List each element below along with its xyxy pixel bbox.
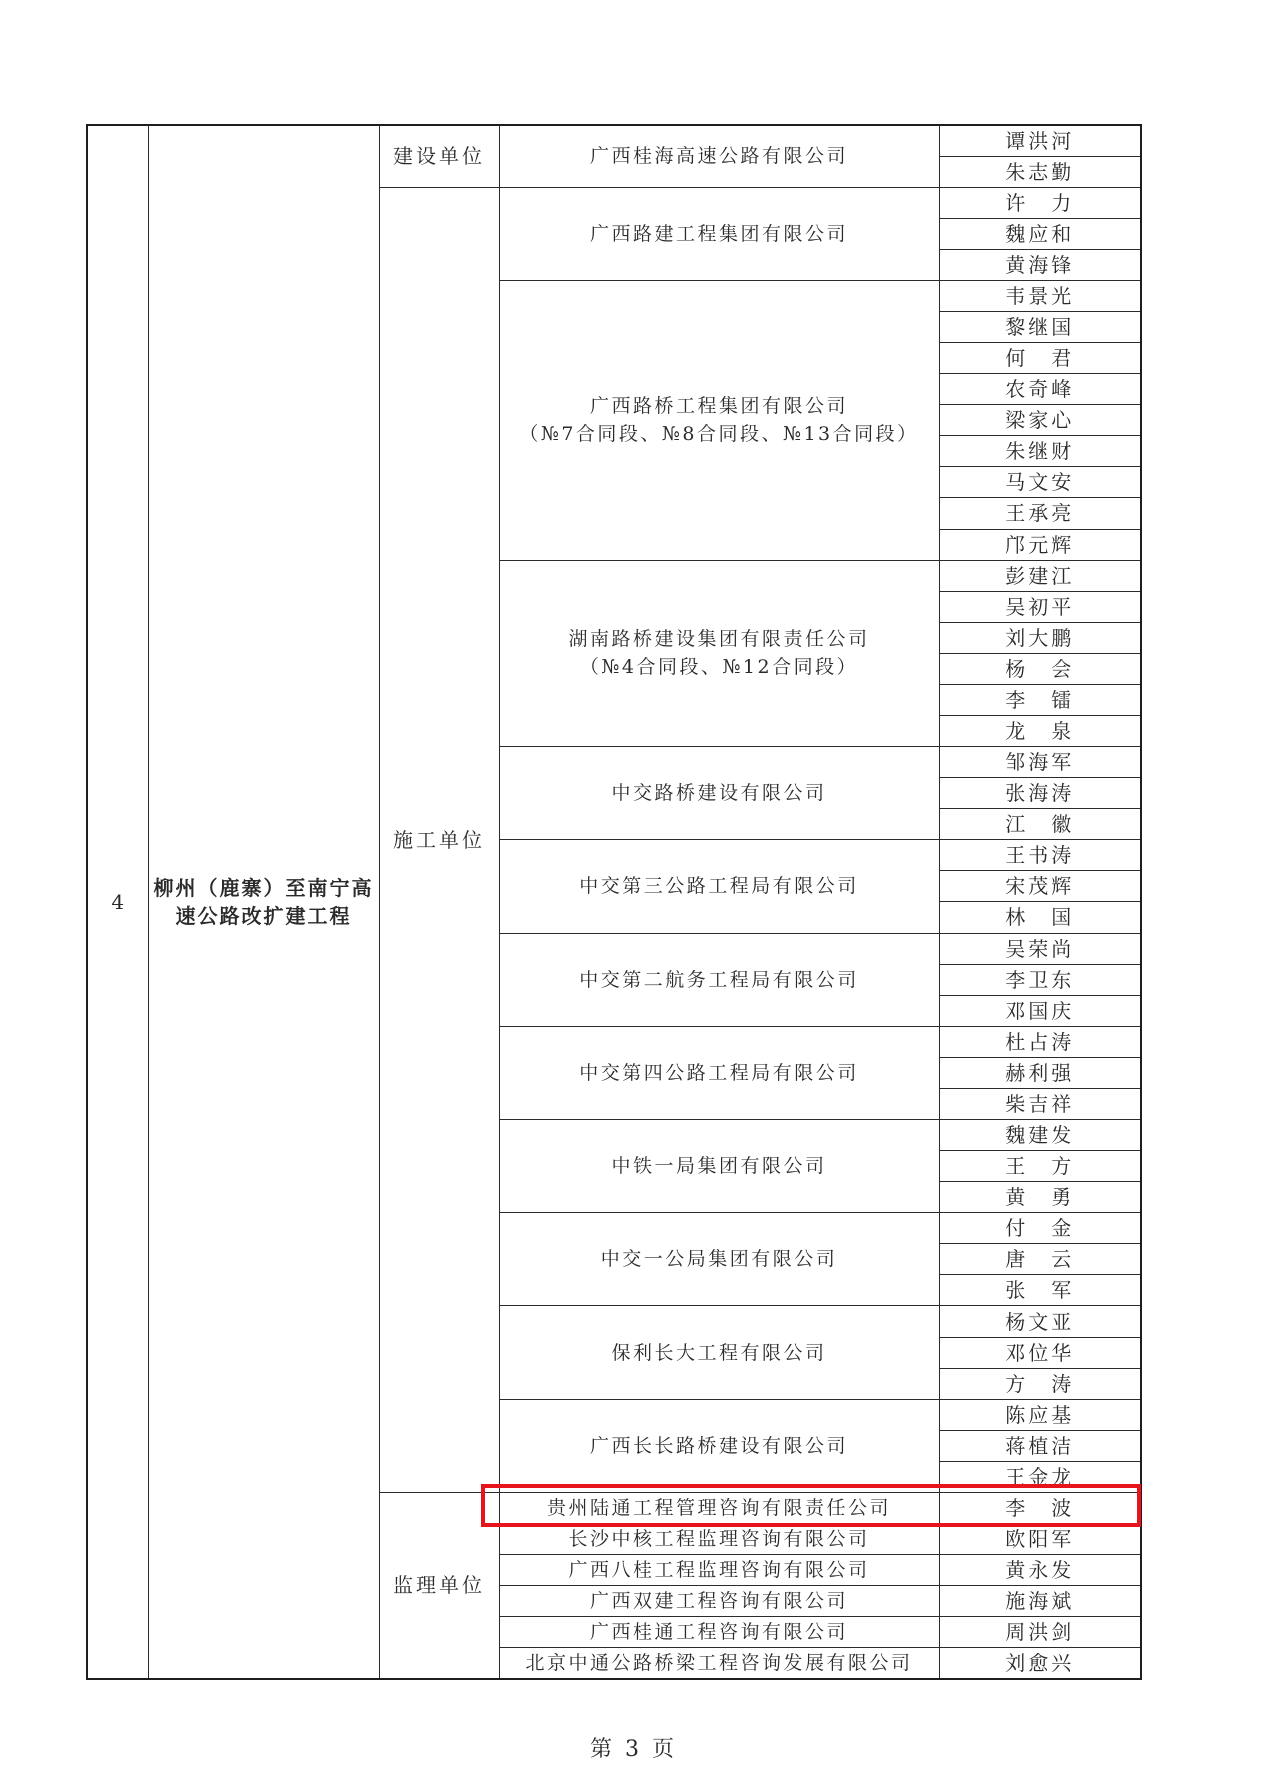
unit-category: 施工单位	[379, 187, 499, 1492]
person-name: 龙 泉	[939, 715, 1141, 746]
company-name-line: 广西路建工程集团有限公司	[589, 222, 848, 245]
company-name-line: 广西八桂工程监理咨询有限公司	[568, 1559, 870, 1582]
person-name: 柴吉祥	[939, 1088, 1141, 1119]
person-name: 韦景光	[939, 280, 1141, 311]
company-name	[499, 1617, 939, 1648]
person-name: 杨文亚	[939, 1306, 1141, 1337]
person-name: 朱继财	[939, 436, 1141, 467]
person-name: 何 君	[939, 343, 1141, 374]
company-name	[499, 1586, 939, 1617]
company-name-line: 广西桂通工程咨询有限公司	[589, 1621, 848, 1644]
page-number: 第 3 页	[590, 1737, 677, 1762]
company-name	[499, 840, 939, 933]
person-name: 张 军	[939, 1275, 1141, 1306]
person-name: 林 国	[939, 902, 1141, 933]
person-name: 宋茂辉	[939, 871, 1141, 902]
person-name: 付 金	[939, 1213, 1141, 1244]
person-name: 蒋植洁	[939, 1430, 1141, 1461]
person-name: 李卫东	[939, 964, 1141, 995]
company-name	[499, 560, 939, 746]
company-name-line: 中交路桥建设有限公司	[611, 782, 827, 805]
person-name: 魏建发	[939, 1120, 1141, 1151]
person-name: 刘愈兴	[939, 1648, 1141, 1679]
company-name	[499, 933, 939, 1026]
company-name	[499, 280, 939, 560]
person-name: 邝元辉	[939, 529, 1141, 560]
table-body	[87, 125, 1141, 1679]
person-name: 张海涛	[939, 778, 1141, 809]
person-name: 欧阳军	[939, 1524, 1141, 1555]
company-name-line: 湖南路桥建设集团有限责任公司	[568, 628, 870, 651]
company-name-line: 中交一公局集团有限公司	[600, 1248, 838, 1271]
company-name	[499, 1306, 939, 1399]
person-name: 马文安	[939, 467, 1141, 498]
project-name	[148, 125, 379, 1679]
person-name: 魏应和	[939, 218, 1141, 249]
person-name: 王书涛	[939, 840, 1141, 871]
person-name: 陈应基	[939, 1399, 1141, 1430]
company-name	[499, 1120, 939, 1213]
person-name: 朱志勤	[939, 156, 1141, 187]
person-name: 方 涛	[939, 1368, 1141, 1399]
person-name: 唐 云	[939, 1244, 1141, 1275]
person-name: 赫利强	[939, 1057, 1141, 1088]
company-name-line: 中交第二航务工程局有限公司	[579, 968, 859, 991]
person-name: 谭洪河	[939, 125, 1141, 156]
company-name	[499, 187, 939, 280]
company-name-line: 中交第四公路工程局有限公司	[579, 1061, 859, 1084]
person-name: 杨 会	[939, 653, 1141, 684]
company-name-line: （№7合同段、№8合同段、№13合同段）	[519, 423, 919, 446]
person-name: 许 力	[939, 187, 1141, 218]
person-name: 施海斌	[939, 1586, 1141, 1617]
company-name	[499, 1492, 939, 1523]
company-name-line: 广西长长路桥建设有限公司	[589, 1434, 848, 1457]
person-name: 邓位华	[939, 1337, 1141, 1368]
person-name: 黄 勇	[939, 1182, 1141, 1213]
unit-category: 建设单位	[379, 125, 499, 187]
person-name: 邹海军	[939, 747, 1141, 778]
person-name: 邓国庆	[939, 995, 1141, 1026]
company-name-line: 长沙中核工程监理咨询有限公司	[568, 1528, 870, 1551]
person-name: 周洪剑	[939, 1617, 1141, 1648]
company-name-line: 北京中通公路桥梁工程咨询发展有限公司	[525, 1652, 913, 1675]
company-name-line: 保利长大工程有限公司	[611, 1341, 827, 1364]
personnel-table	[86, 124, 1142, 1680]
company-name-line: （№4合同段、№12合同段）	[579, 656, 859, 679]
person-name: 江 徽	[939, 809, 1141, 840]
company-name-line: 广西桂海高速公路有限公司	[589, 145, 848, 168]
person-name: 吴荣尚	[939, 933, 1141, 964]
person-name: 王 方	[939, 1151, 1141, 1182]
company-name	[499, 1524, 939, 1555]
person-name: 李 波	[939, 1492, 1141, 1523]
project-name-line: 柳州（鹿寨）至南宁高	[153, 876, 374, 900]
company-name-line: 贵州陆通工程管理咨询有限责任公司	[546, 1496, 891, 1519]
project-number: 4	[87, 125, 148, 1679]
person-name: 黎继国	[939, 311, 1141, 342]
person-name: 彭建江	[939, 560, 1141, 591]
person-name: 农奇峰	[939, 374, 1141, 405]
person-name: 杜占涛	[939, 1026, 1141, 1057]
person-name: 刘大鹏	[939, 622, 1141, 653]
person-name: 黄永发	[939, 1555, 1141, 1586]
company-name-line: 广西路桥工程集团有限公司	[589, 395, 848, 418]
company-name	[499, 1213, 939, 1306]
company-name	[499, 1648, 939, 1679]
project-name-line: 速公路改扩建工程	[175, 904, 352, 928]
company-name-line: 广西双建工程咨询有限公司	[589, 1590, 848, 1613]
person-name: 吴初平	[939, 591, 1141, 622]
company-name-line: 中铁一局集团有限公司	[611, 1155, 827, 1178]
table-row	[87, 125, 1141, 156]
person-name: 王承亮	[939, 498, 1141, 529]
company-name	[499, 1399, 939, 1492]
unit-category: 监理单位	[379, 1492, 499, 1679]
person-name: 梁家心	[939, 405, 1141, 436]
person-name: 黄海锋	[939, 249, 1141, 280]
company-name-line: 中交第三公路工程局有限公司	[579, 875, 859, 898]
company-name	[499, 1555, 939, 1586]
company-name	[499, 125, 939, 187]
company-name	[499, 1026, 939, 1119]
person-name: 王金龙	[939, 1461, 1141, 1492]
person-name: 李 镭	[939, 684, 1141, 715]
company-name	[499, 747, 939, 840]
